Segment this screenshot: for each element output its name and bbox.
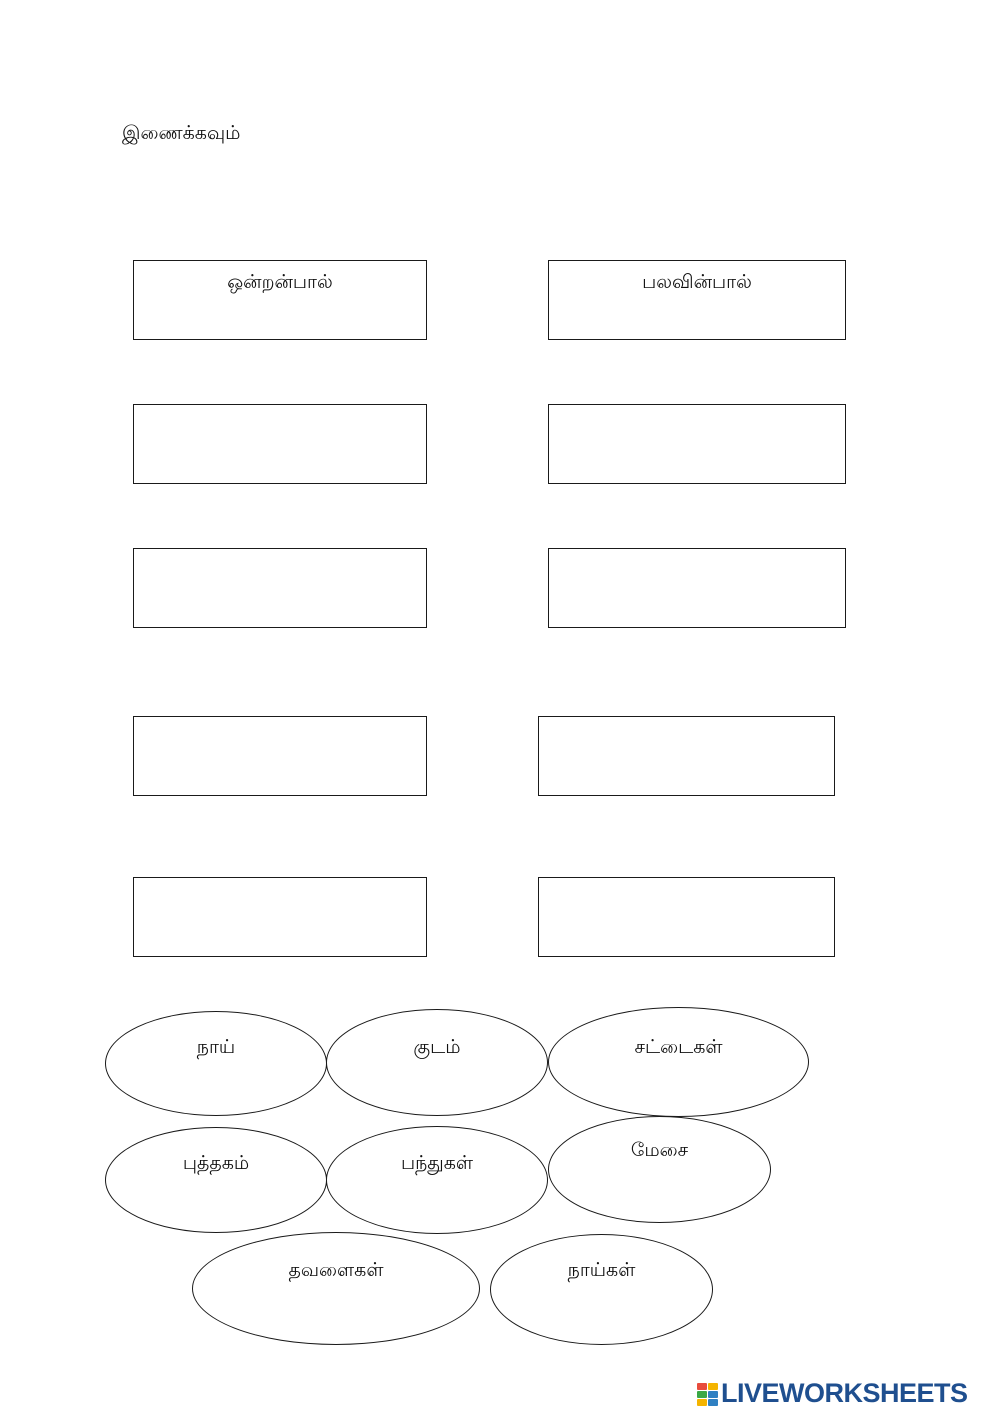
instruction-text: இணைக்கவும் [122,122,241,144]
right-answer-box-3[interactable] [538,716,835,796]
brand-cube-icon [697,1381,719,1405]
word-label: மேசை [630,1139,689,1161]
left-answer-box-2[interactable] [133,548,427,628]
word-label: நாய் [196,1036,236,1058]
word-label: சட்டைகள் [634,1036,723,1058]
word-label: பந்துகள் [400,1152,474,1174]
word-label: புத்தகம் [182,1152,250,1174]
left-answer-box-3[interactable] [133,716,427,796]
right-answer-box-4[interactable] [538,877,835,957]
right-answer-box-2[interactable] [548,548,846,628]
word-label: தவளைகள் [288,1259,384,1281]
word-oval-8[interactable] [490,1234,713,1345]
left-header-label: ஒன்றன்பால் [227,271,333,293]
left-answer-box-1[interactable] [133,404,427,484]
right-answer-box-1[interactable] [548,404,846,484]
word-oval-6[interactable] [548,1116,771,1223]
brand-logo [697,1378,968,1408]
right-header-box [548,260,846,340]
word-oval-1[interactable] [105,1011,327,1116]
word-oval-3[interactable] [548,1007,809,1117]
word-oval-7[interactable] [192,1232,480,1345]
left-header-box [133,260,427,340]
word-oval-2[interactable] [326,1009,548,1116]
word-label: நாய்கள் [567,1259,636,1281]
word-label: குடம் [413,1036,461,1058]
word-oval-4[interactable] [105,1127,327,1233]
left-answer-box-4[interactable] [133,877,427,957]
brand-text: LIVEWORKSHEETS [721,1378,968,1408]
right-header-label: பலவின்பால் [642,271,752,293]
word-oval-5[interactable] [326,1126,548,1234]
